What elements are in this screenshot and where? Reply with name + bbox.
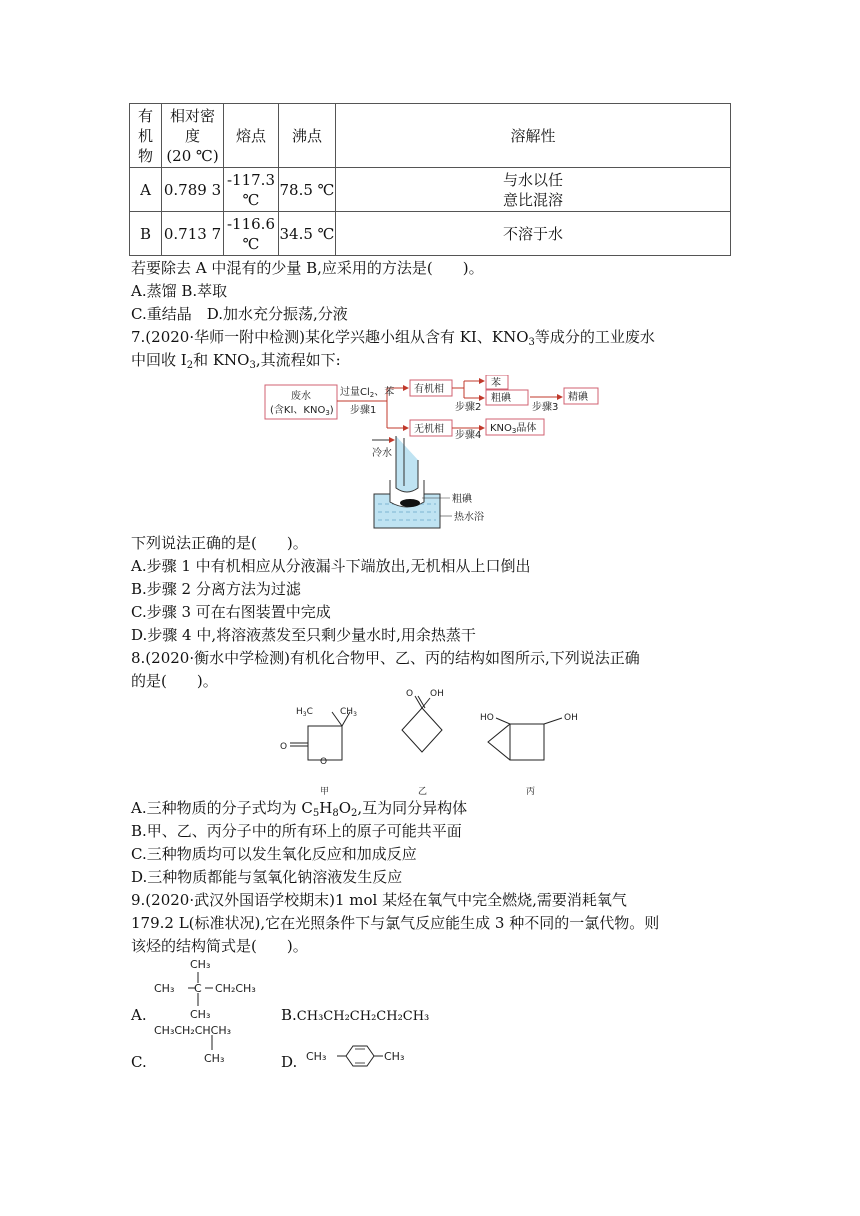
yi-label: 乙 [418,787,428,797]
bing-oh: OH [564,713,578,723]
bing-label: 丙 [526,787,536,797]
a-center-c: C [194,982,202,995]
q7-option-d: D.步骤 4 中,将溶液蒸发至只剩少量水时,用余热蒸干 [131,626,476,644]
a-bottom-ch3: CH₃ [190,1008,211,1021]
q9-label-a: A. [131,1006,147,1024]
q7-option-c: C.步骤 3 可在右图装置中完成 [131,603,331,621]
c-main-chain: CH₃CH₂CHCH₃ [154,1024,232,1037]
q9-option-b: B.CH₃CH₂CH₂CH₂CH₃ [281,1006,430,1024]
q8-option-d: D.三种物质都能与氢氧化钠溶液发生反应 [131,868,403,886]
bing-ho: HO [480,713,494,723]
crude-iodine-solid [400,499,420,507]
d-right-ch3: CH₃ [384,1050,405,1063]
waste-composition: (含KI、$KNO_3$) [270,405,334,417]
reagent-label: 过量$Cl_2$、苯 [340,387,395,399]
table-cell: -116.6 ℃ [224,212,279,256]
header-organic: 有 机 物 [130,104,162,168]
yi-carbonyl-o: O [406,689,414,699]
d-left-ch3: CH₃ [306,1050,327,1063]
jia-label: 甲 [320,787,330,797]
table-cell: 与水以任 意比混溶 [336,168,731,212]
jia-ch3-right: $CH_3$ [340,707,357,718]
q8-stem-line1: 8.(2020·衡水中学检测)有机化合物甲、乙、丙的结构如图所示,下列说法正确 [131,649,640,667]
hot-bath-label: 热水浴 [454,512,484,523]
step3-label: 步骤3 [532,402,559,413]
table-cell: 78.5 ℃ [279,168,336,212]
yi-ring [402,708,442,752]
step2-label: 步骤2 [455,402,482,413]
inorganic-label: 无机相 [414,424,444,435]
benzene-label: 苯 [491,378,501,389]
table-cell: 0.789 3 [162,168,224,212]
crude-label: 粗碘 [491,393,511,404]
table-row [130,212,731,256]
q7-stem-line1: 7.(2020·华师一附中检测)某化学兴趣小组从含有 KI、$KNO_3$等成分的工业废水 [131,328,655,348]
a-top-ch3: CH₃ [190,958,211,971]
q7-stem-line2: 中回收 $I_2$和 $KNO_3$,其流程如下: [131,351,341,371]
q9-stem-line3: 该烃的结构简式是( )。 [131,937,308,955]
a-right-ethyl: CH₂CH₃ [215,982,256,995]
q7-option-b: B.步骤 2 分离方法为过滤 [131,580,301,598]
table-cell: A [130,168,162,212]
step4-label: 步骤4 [455,430,482,441]
q8-option-a: A.三种物质的分子式均为 $C_5H_8O_2$,互为同分异构体 [131,799,468,819]
table-cell: 不溶于水 [336,212,731,256]
q7-question: 下列说法正确的是( )。 [131,534,308,552]
sublimation-apparatus [368,432,518,532]
q9-stem-line1: 9.(2020·武汉外国语学校期末)1 mol 某烃在氧气中完全燃烧,需要消耗氧气 [131,891,627,909]
header-density: 相对密 度 (20 ℃) [162,104,224,168]
q9-label-d: D. [281,1053,298,1071]
q6-options-cd: C.重结晶 D.加水充分振荡,分液 [131,305,348,323]
step1-label: 步骤1 [350,405,377,416]
table-row [130,168,731,212]
q6-options-ab: A.蒸馏 B.萃取 [131,282,228,300]
jia-carbonyl-o: O [280,742,288,752]
table-cell: -117.3 ℃ [224,168,279,212]
q7-option-a: A.步骤 1 中有机相应从分液漏斗下端放出,无机相从上口倒出 [131,557,531,575]
cold-finger [396,436,418,492]
q9-stem-line2: 179.2 L(标准状况),它在光照条件下与氯气反应能生成 3 种不同的一氯代物。则 [131,914,660,932]
header-boiling-point: 沸点 [279,104,336,168]
table-cell: 34.5 ℃ [279,212,336,256]
table-header-row [130,104,731,168]
q8-stem-line2: 的是( )。 [131,672,218,690]
c-branch-ch3: CH₃ [204,1052,225,1065]
header-melting-point: 熔点 [224,104,279,168]
cold-water-label: 冷水 [372,448,392,459]
jia-ring [308,726,342,760]
organic-label: 有机相 [414,384,444,395]
q8-option-c: C.三种物质均可以发生氧化反应和加成反应 [131,845,417,863]
q9-label-c: C. [131,1053,147,1071]
table-cell: 0.713 7 [162,212,224,256]
a-left-ch3: CH₃ [154,982,175,995]
waste-label: 废水 [291,391,311,402]
bing-ring [510,724,544,760]
pure-label: 精碘 [568,392,588,403]
properties-table [129,103,731,256]
q8-structures [270,686,600,798]
jia-ch3-left: $H_3C$ [296,707,313,718]
q8-option-b: B.甲、乙、丙分子中的所有环上的原子可能共平面 [131,822,462,840]
table-cell: B [130,212,162,256]
crude-iodine-label: 粗碘 [452,494,472,505]
kno3-label: $KNO_3$晶体 [490,423,537,435]
jia-ring-o: O [320,757,328,767]
header-solubility: 溶解性 [336,104,731,168]
bing-triangle [488,724,510,760]
yi-oh: OH [430,689,444,699]
q6-stem: 若要除去 A 中混有的少量 B,应采用的方法是( )。 [131,259,484,277]
